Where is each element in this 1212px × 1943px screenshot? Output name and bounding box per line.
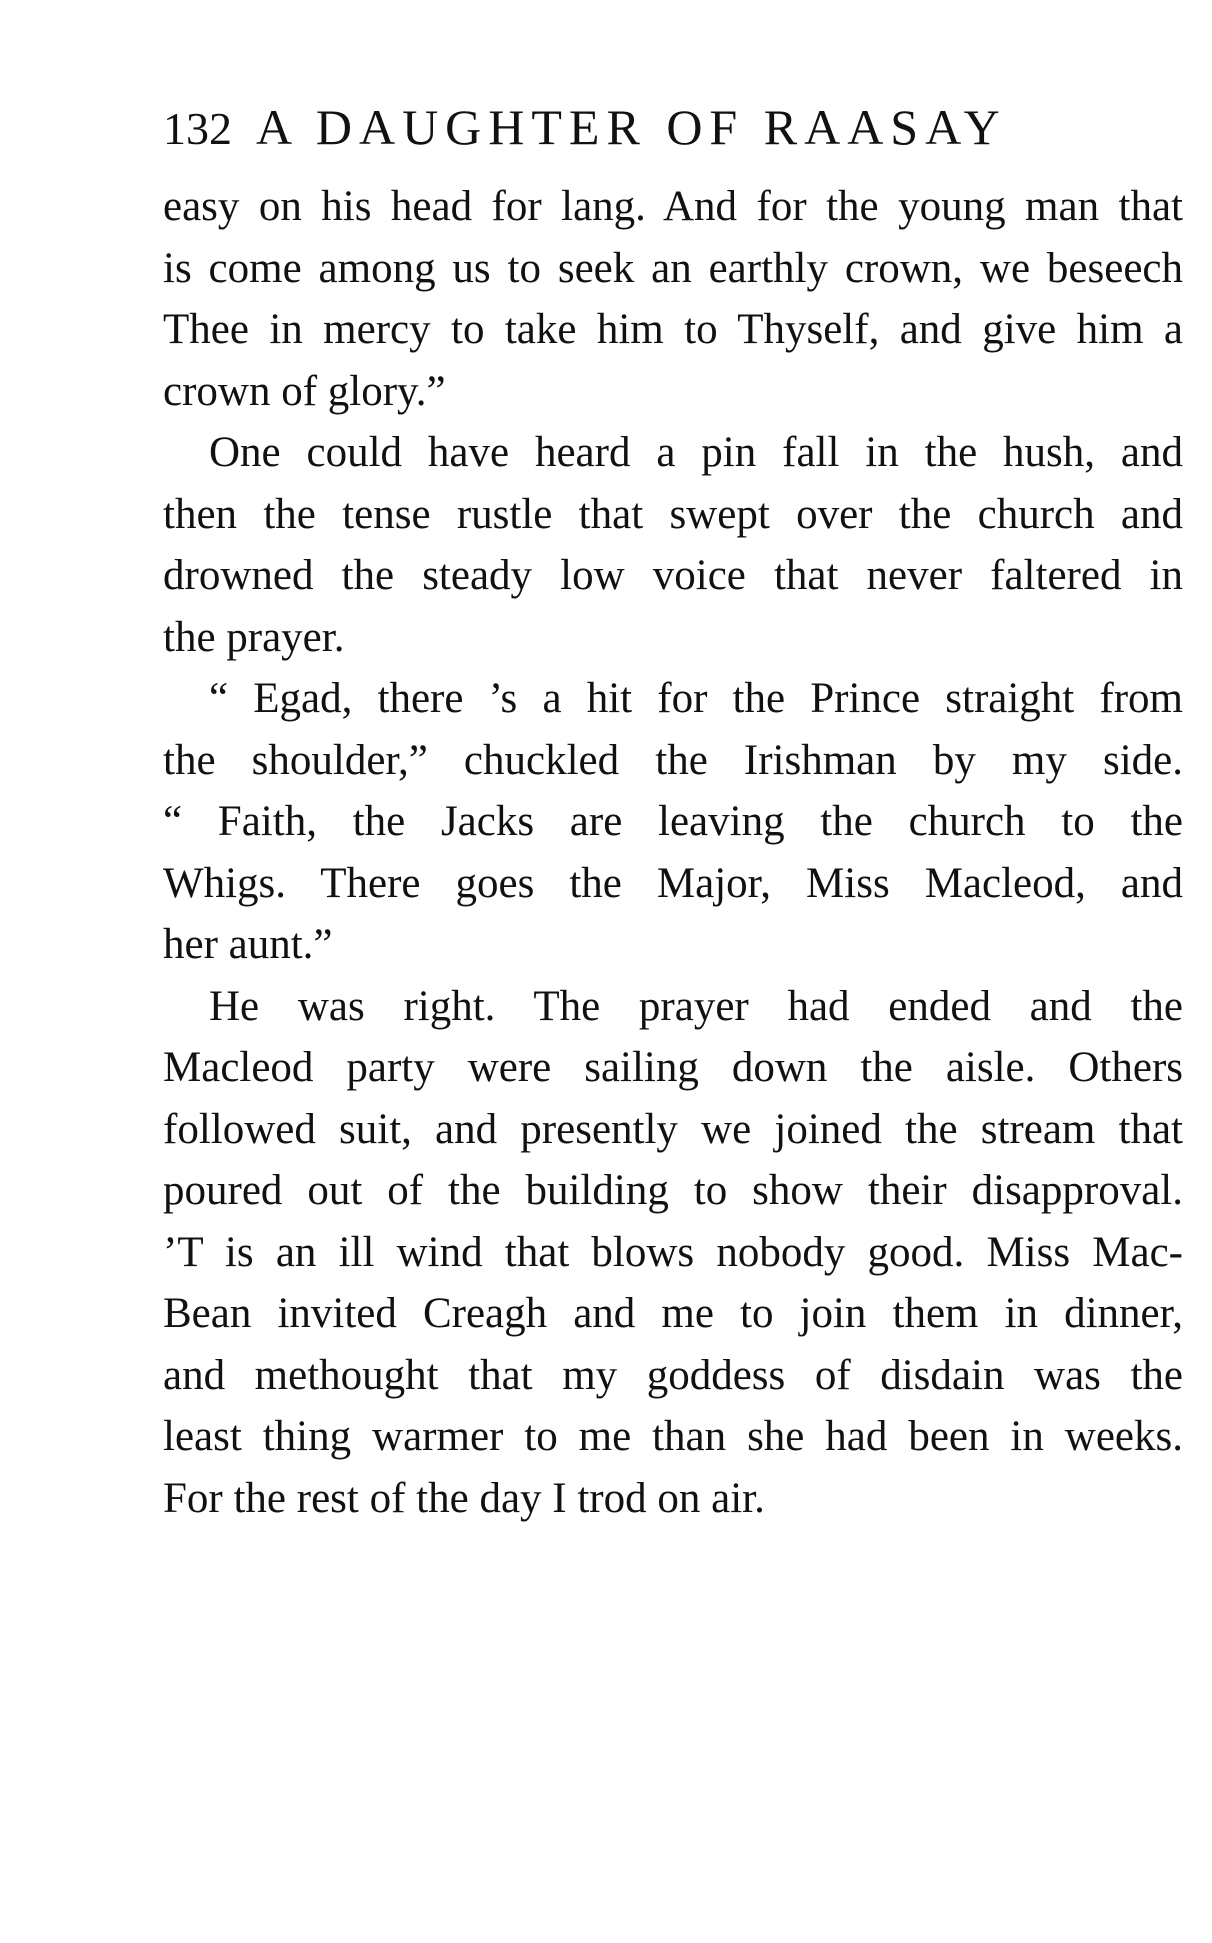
text-line: the shoulder,” chuckled the Irishman by my side. (163, 736, 1183, 784)
running-head (163, 92, 1163, 162)
text-line: Whigs. There goes the Major, Miss Macleod, and (163, 859, 1183, 907)
text-line: Thee in mercy to take him to Thyself, and give him a (163, 306, 1183, 353)
page-number: 132 (163, 103, 232, 154)
text-line: For the rest of the day I trod on air. (163, 1474, 765, 1522)
text-line: He was right. The prayer had ended and the (209, 982, 1183, 1030)
text-line: her aunt.” (163, 921, 333, 968)
text-line: then the tense rustle that swept over the church and (163, 490, 1183, 538)
text-line: least thing warmer to me than she had been in weeks. (163, 1413, 1183, 1460)
text-line: “ Egad, there ’s a hit for the Prince straight from (209, 675, 1183, 722)
text-line: ’T is an ill wind that blows nobody good. Miss Mac- (163, 1228, 1183, 1276)
text-line: crown of glory.” (163, 367, 446, 415)
text-line: drowned the steady low voice that never faltered in (163, 552, 1183, 599)
body-text (163, 176, 1183, 1529)
text-line: One could have heard a pin fall in the hush, and (209, 429, 1183, 476)
text-line: poured out of the building to show their disapproval. (163, 1167, 1183, 1214)
text-line: “ Faith, the Jacks are leaving the church to the (163, 798, 1183, 845)
text-line: is come among us to seek an earthly crown, we beseech (163, 244, 1183, 292)
text-line: easy on his head for lang. And for the young man that (163, 183, 1183, 230)
text-line: and methought that my goddess of disdain was the (163, 1351, 1183, 1399)
running-title: A DAUGHTER OF RAASAY (256, 99, 1007, 155)
text-line: followed suit, and presently we joined the stream that (163, 1105, 1183, 1153)
text-line: the prayer. (163, 613, 345, 661)
text-line: Macleod party were sailing down the aisle. Others (163, 1044, 1183, 1091)
text-line: Bean invited Creagh and me to join them in dinner, (163, 1290, 1183, 1337)
